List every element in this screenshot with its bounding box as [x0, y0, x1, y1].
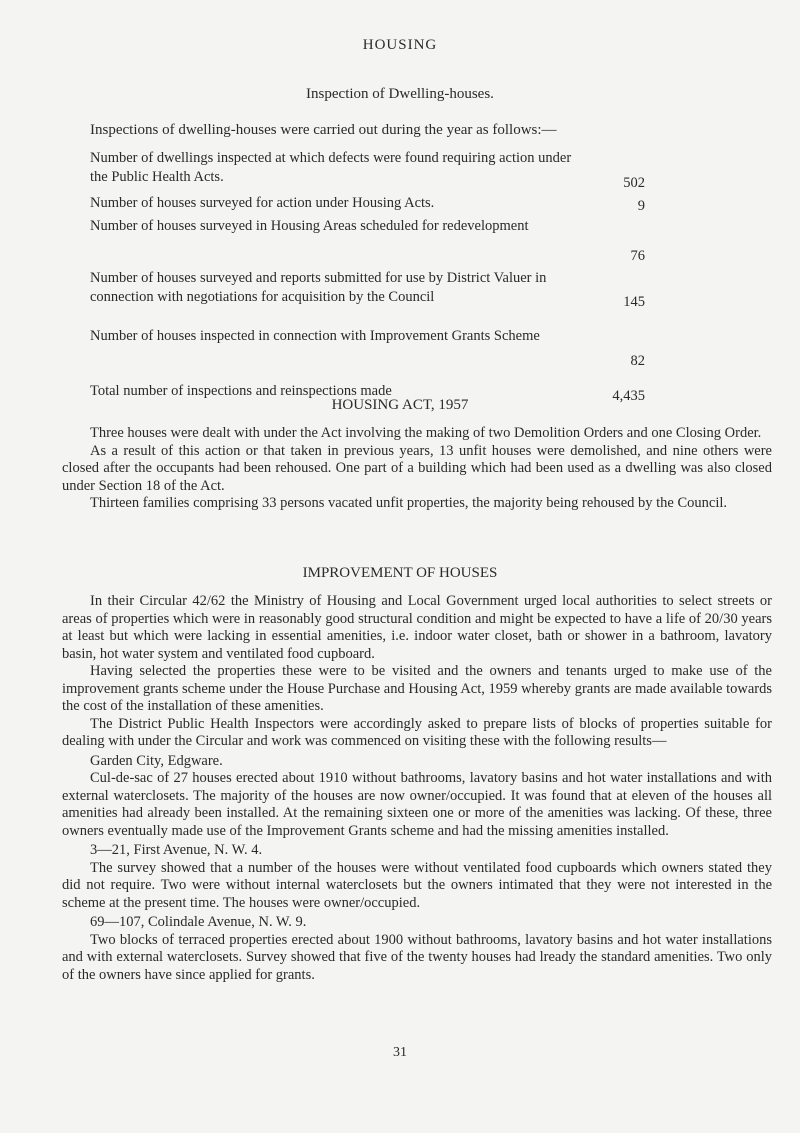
table-row [90, 269, 660, 311]
row-value: 145 [623, 294, 645, 310]
housing-act-text [62, 425, 772, 513]
paragraph: As a result of this action or that taken in previous years, 13 unfit houses were demolished, and nine others were closed after the occupants had been rehoused. One part of a building which had been used as a dwelling was also closed under Section 18 of the Act. [62, 442, 772, 494]
page-title: HOUSING [362, 37, 438, 53]
paragraph: Having selected the properties these were to be visited and the owners and tenants urged to make use of the improvement grants scheme under the House Purchase and Housing Act, 1959 whereby grants are made available towards the cost of the installation of these amenities. [62, 663, 772, 714]
improvement-text [62, 593, 772, 984]
paragraph: Cul-de-sac of 27 houses erected about 1910 without bathrooms, lavatory basins and hot water installations and with external waterclosets. The majority of the houses are now owner/occupied. It was found that at eleven of the houses all amenities had already been installed. At the remaining sixteen one or more of the amenities was lacking. Of these, three owners eventually made use of the Improvement Grants scheme and had the missing amenities installed. [62, 770, 772, 839]
paragraph: Thirteen families comprising 33 persons vacated unfit properties, the majority being rehoused by the Council. [90, 495, 728, 511]
row-label: Number of houses surveyed for action under Housing Acts. [90, 195, 435, 211]
paragraph: The District Public Health Inspectors were accordingly asked to prepare lists of blocks of properties suitable for dealing with under the Circular and work was commenced on visiting these with the following results— [62, 715, 772, 749]
location-heading: 69—107, Colindale Avenue, N. W. 9. [90, 914, 307, 930]
row-label: Total number of inspections and reinspections made [90, 383, 392, 399]
housing-act-heading: HOUSING ACT, 1957 [331, 397, 469, 413]
page-number: 31 [393, 1045, 407, 1060]
paragraph: Two blocks of terraced properties erected about 1900 without bathrooms, lavatory basins and hot water installations and with external waterclosets. Survey showed that five of the twenty houses had lready the standard amenities. Two only of the owners have since applied for grants. [62, 931, 772, 983]
row-value: 76 [630, 248, 645, 264]
table-row [90, 149, 660, 192]
table-row [90, 217, 660, 265]
row-value: 4,435 [612, 388, 645, 404]
location-heading: 3—21, First Avenue, N. W. 4. [90, 842, 263, 858]
table-row [90, 194, 660, 215]
location-heading: Garden City, Edgware. [90, 752, 223, 769]
paragraph: Three houses were dealt with under the Act involving the making of two Demolition Orders and one Closing Order. [90, 425, 762, 441]
paragraph: In their Circular 42/62 the Ministry of Housing and Local Government urged local authorities to select streets or areas of properties which were in reasonably good structural condition and might be expected to have a life of 20/30 years at least but which were lacking in essential amenities, i.e. indoor water closet, bath or shower in a bathroom, lavatory basin, hot water system and ventilated food cupboard. [62, 593, 772, 662]
intro-text: Inspections of dwelling-houses were carried out during the year as follows:— [90, 122, 557, 138]
row-label: Number of houses surveyed and reports submitted for use by District Valuer in connection with negotiations for acquisition by the Council [90, 270, 547, 305]
table-row [90, 327, 660, 370]
row-label: Number of houses surveyed in Housing Areas scheduled for redevelopment [90, 218, 529, 234]
inspections-table [90, 149, 660, 405]
row-label: Number of dwellings inspected at which defects were found requiring action under the Public Health Acts. [90, 150, 572, 185]
section-subtitle: Inspection of Dwelling-houses. [306, 86, 494, 102]
row-value: 9 [637, 198, 645, 214]
row-value: 502 [623, 175, 645, 191]
improvement-heading: IMPROVEMENT OF HOUSES [302, 565, 498, 581]
paragraph: The survey showed that a number of the houses were without ventilated food cupboards which owners stated they did not require. Two were without internal waterclosets but the owners intimated that they were not interested in the scheme at the present time. The houses were owner/occupied. [62, 859, 772, 911]
row-value: 82 [630, 353, 645, 369]
row-label: Number of houses inspected in connection with Improvement Grants Scheme [90, 328, 540, 344]
